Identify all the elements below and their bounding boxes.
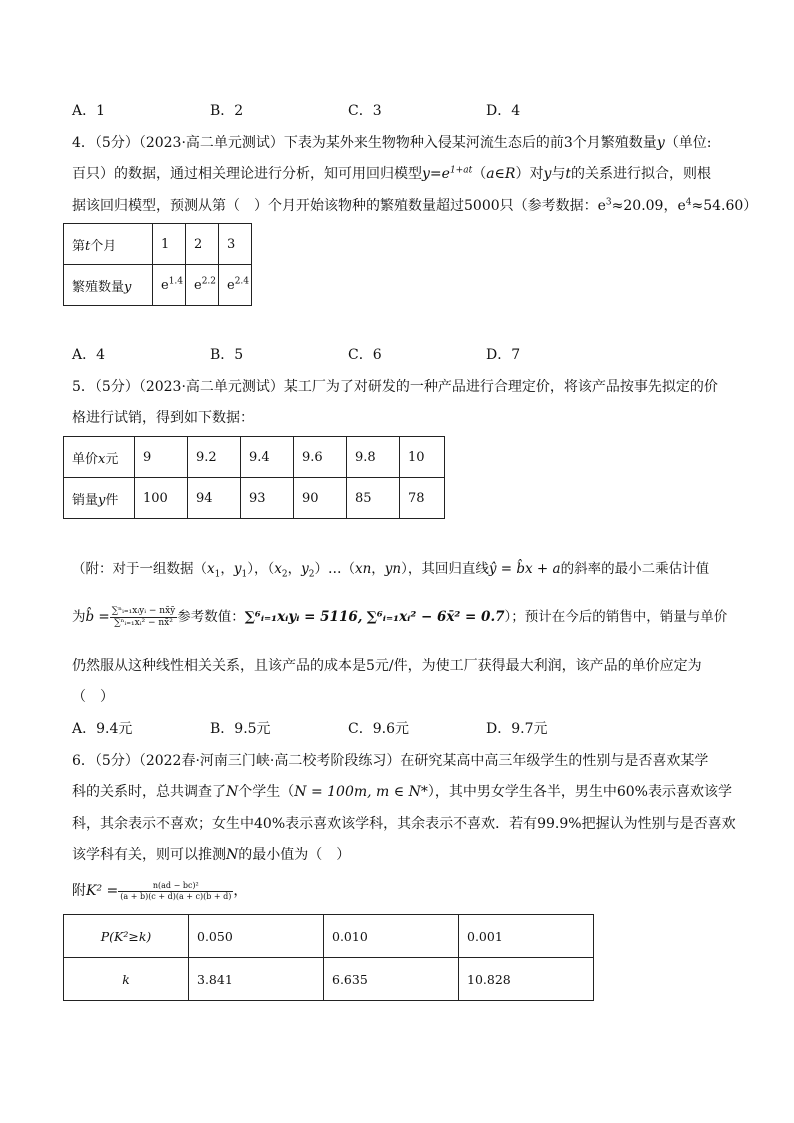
q5-option-c[interactable]: C．9.6元 [348,721,409,737]
q5-sales-cell: 93 [241,478,294,519]
table-row [64,478,445,519]
q3-option-d[interactable]: D．4 [486,103,521,119]
q4-month-cell: 3 [219,224,252,265]
q6-stem-line2: 科的关系时，总共调查了N个学生（N = 100m, m ∈ N*），其中男女学生各半，男生中60%表示喜欢该学 [72,784,732,800]
q6-prob-cell: 0.001 [459,915,594,958]
q5-option-d[interactable]: D．9.7元 [486,721,548,737]
slope-formula-fraction: $\frac{\text{∑ⁿᵢ₌₁xᵢyᵢ − nx̄ȳ}}{\text{∑ⁿᵢ₌₁xᵢ² − nx̄²}}$ [111,606,176,628]
q6-stem-line3: 科，其余表示不喜欢；女生中40%表示喜欢该学科，其余表示不喜欢．若有99.9%把握认为性别与是否喜欢 [72,816,736,832]
q4-stem-line2: 百只）的数据，通过相关理论进行分析，知可用回归模型$y=e^{1+at}(a\in R)$对y与t的关系进行拟合，则根 [72,165,712,182]
q5-price-cell: 9 [135,437,188,478]
q5-option-a[interactable]: A．9.4元 [72,721,133,737]
q5-stem-line4: （ ） [72,689,114,705]
q4-count-cell: $e^{1.4}$ [153,265,186,306]
q6-stem-line1: 6．（5分）（2022春·河南三门峡·高二校考阶段练习）在研究某高中高三年级学生的性别与是否喜欢某学 [72,753,709,769]
q5-note-line1: （附：对于一组数据（$x_1$，$y_1$），（$x_2$，$y_2)\dots(xn$，yn），其回归直线ŷ = b̂x + a的斜率的最小二乘估计值 [72,561,710,580]
q4-row1-label: 第t个月 [64,224,153,265]
q5-sales-cell: 85 [347,478,400,519]
q6-row1-label: P(K²≥k) [64,915,189,958]
q4-row2-label: 繁殖数量y [64,265,153,306]
q5-stem-line2: 格进行试销，得到如下数据： [72,410,254,426]
q5-price-cell: 9.2 [188,437,241,478]
table-row [64,915,594,958]
q6-formula: 附K² = $\frac{\text{n(ad − bc)²}}{(a + b)(c + d)(a + c)(b + d)}$ ， [72,880,248,901]
table-row [64,265,252,306]
q6-k-cell: 10.828 [459,958,594,1001]
q5-data-table [63,436,445,519]
q4-option-d[interactable]: D．7 [486,347,521,363]
q3-option-a[interactable]: A．1 [72,103,106,119]
q5-row2-label: 销量y件 [64,478,135,519]
q3-option-c[interactable]: C．3 [348,103,382,119]
q5-sales-cell: 78 [400,478,445,519]
q5-option-b[interactable]: B．9.5元 [210,721,271,737]
q5-sales-cell: 94 [188,478,241,519]
q4-option-c[interactable]: C．6 [348,347,382,363]
q6-row2-label: k [64,958,189,1001]
q5-stem-line1: 5．（5分）（2023·高二单元测试）某工厂为了对研发的一种产品进行合理定价，将该产品按事先拟定的价 [72,379,718,395]
q3-option-b[interactable]: B．2 [210,103,244,119]
q5-price-cell: 10 [400,437,445,478]
q4-stem-line3: 据该回归模型，预测从第（ ）个月开始该物种的繁殖数量超过5000只（参考数据：$e^3\approx 20.09$，$e^4\approx 54.60$） [72,197,758,214]
q4-month-cell: 2 [186,224,219,265]
q4-option-a[interactable]: A．4 [72,347,106,363]
q4-data-table [63,223,252,306]
q5-price-cell: 9.4 [241,437,294,478]
q6-k-cell: 3.841 [189,958,324,1001]
table-row [64,224,252,265]
q4-month-cell: 1 [153,224,186,265]
q4-count-cell: $e^{2.2}$ [186,265,219,306]
chi-square-formula-fraction: $\frac{\text{n(ad − bc)²}}{(a + b)(c + d)(a + c)(b + d)}$ [120,880,232,901]
q5-sales-cell: 100 [135,478,188,519]
q4-option-b[interactable]: B．5 [210,347,244,363]
table-row [64,958,594,1001]
q4-count-cell: $e^{2.4}$ [219,265,252,306]
table-row [64,437,445,478]
q6-stem-line4: 该学科有关，则可以推测N的最小值为（ ） [72,847,351,863]
q6-critical-value-table [63,914,594,1001]
q5-price-cell: 9.8 [347,437,400,478]
q5-stem-line3: 仍然服从这种线性相关关系，且该产品的成本是5元/件，为使工厂获得最大利润，该产品的单价应定为 [72,658,702,674]
q6-prob-cell: 0.050 [189,915,324,958]
q5-row1-label: 单价x元 [64,437,135,478]
q6-k-cell: 6.635 [324,958,459,1001]
q5-sales-cell: 90 [294,478,347,519]
q5-price-cell: 9.6 [294,437,347,478]
q5-note-line2: 为b̂ = $\frac{\text{∑ⁿᵢ₌₁xᵢyᵢ − nx̄ȳ}}{\text{∑ⁿᵢ₌₁xᵢ² − nx̄²}}$ 参考数值：∑⁶ᵢ₌₁xᵢyᵢ = 5116, ∑⁶ᵢ₌₁xᵢ² − 6x̄² = 0.7）；预计在今后的销售中，销量与单价 [72,606,728,628]
q4-stem-line1: 4．（5分）（2023·高二单元测试）下表为某外来生物物种入侵某河流生态后的前3个月繁殖数量y（单位: [72,135,712,151]
q6-prob-cell: 0.010 [324,915,459,958]
